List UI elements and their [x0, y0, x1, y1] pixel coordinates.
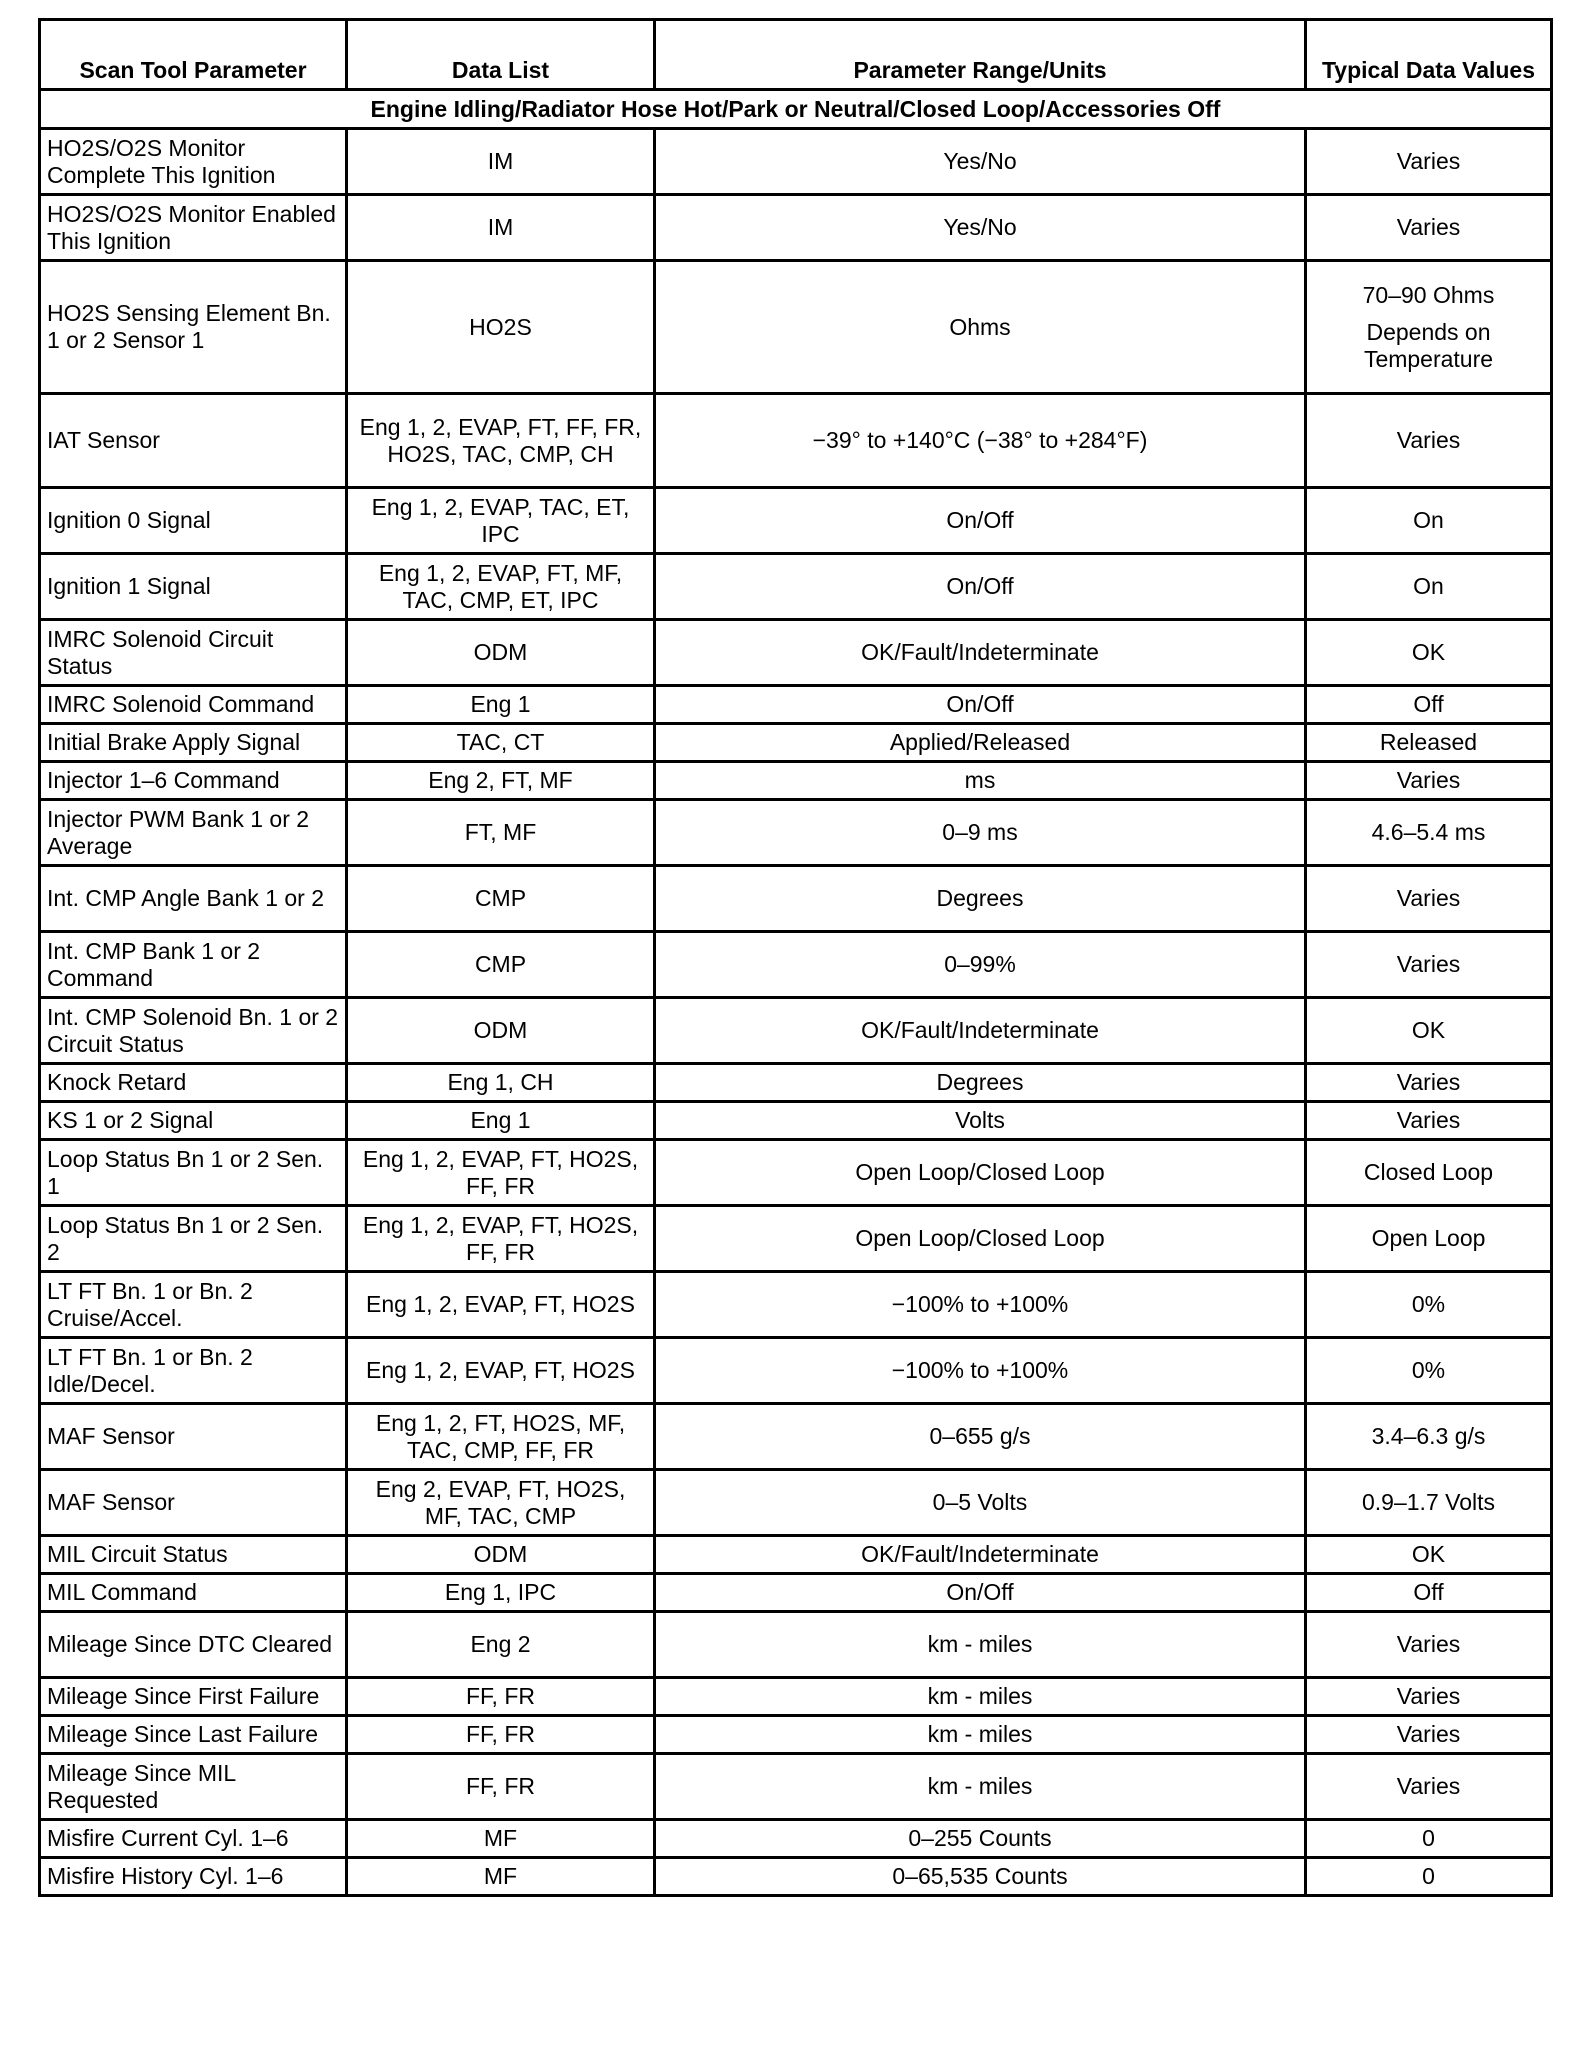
cell-typical-value: [1306, 261, 1552, 394]
table-row: [40, 762, 1552, 800]
cell-typical-value: 0: [1306, 1858, 1552, 1896]
cell-parameter-range: On/Off: [655, 554, 1306, 620]
cell-data-list: HO2S: [347, 261, 655, 394]
condition-text: Engine Idling/Radiator Hose Hot/Park or Neutral/Closed Loop/Accessories Off: [40, 90, 1552, 129]
cell-typical-value: Varies: [1306, 866, 1552, 932]
cell-scan-tool-parameter: Int. CMP Solenoid Bn. 1 or 2 Circuit Status: [40, 998, 347, 1064]
cell-data-list: ODM: [347, 620, 655, 686]
table-row: [40, 554, 1552, 620]
cell-scan-tool-parameter: HO2S/O2S Monitor Complete This Ignition: [40, 129, 347, 195]
cell-scan-tool-parameter: Loop Status Bn 1 or 2 Sen. 2: [40, 1206, 347, 1272]
cell-scan-tool-parameter: Int. CMP Angle Bank 1 or 2: [40, 866, 347, 932]
cell-scan-tool-parameter: Mileage Since DTC Cleared: [40, 1612, 347, 1678]
table-row: [40, 1574, 1552, 1612]
table-row: [40, 488, 1552, 554]
cell-parameter-range: OK/Fault/Indeterminate: [655, 1536, 1306, 1574]
cell-parameter-range: Yes/No: [655, 195, 1306, 261]
table-row: [40, 686, 1552, 724]
table-row: [40, 129, 1552, 195]
cell-data-list: ODM: [347, 998, 655, 1064]
cell-scan-tool-parameter: Misfire Current Cyl. 1–6: [40, 1820, 347, 1858]
cell-data-list: Eng 1, IPC: [347, 1574, 655, 1612]
cell-scan-tool-parameter: IMRC Solenoid Circuit Status: [40, 620, 347, 686]
cell-data-list: IM: [347, 129, 655, 195]
document-page: [38, 18, 1550, 1897]
cell-typical-value: Varies: [1306, 1102, 1552, 1140]
table-row: [40, 1338, 1552, 1404]
header-row: [40, 20, 1552, 90]
cell-data-list: ODM: [347, 1536, 655, 1574]
header-typical-data-values: Typical Data Values: [1306, 20, 1552, 90]
table-row: [40, 998, 1552, 1064]
table-row: [40, 394, 1552, 488]
table-row: [40, 1272, 1552, 1338]
cell-parameter-range: −100% to +100%: [655, 1272, 1306, 1338]
cell-parameter-range: km - miles: [655, 1612, 1306, 1678]
cell-parameter-range: Degrees: [655, 866, 1306, 932]
table-row: [40, 261, 1552, 394]
cell-typical-value: Varies: [1306, 1612, 1552, 1678]
cell-parameter-range: 0–5 Volts: [655, 1470, 1306, 1536]
cell-parameter-range: Open Loop/Closed Loop: [655, 1140, 1306, 1206]
cell-data-list: Eng 1, 2, EVAP, FT, HO2S: [347, 1272, 655, 1338]
cell-parameter-range: km - miles: [655, 1678, 1306, 1716]
cell-typical-value: Varies: [1306, 1754, 1552, 1820]
cell-scan-tool-parameter: MIL Command: [40, 1574, 347, 1612]
cell-data-list: Eng 1, 2, EVAP, FT, FF, FR, HO2S, TAC, CMP, CH: [347, 394, 655, 488]
cell-data-list: MF: [347, 1858, 655, 1896]
cell-scan-tool-parameter: HO2S Sensing Element Bn. 1 or 2 Sensor 1: [40, 261, 347, 394]
cell-scan-tool-parameter: Misfire History Cyl. 1–6: [40, 1858, 347, 1896]
cell-typical-value: Off: [1306, 1574, 1552, 1612]
cell-typical-value: Open Loop: [1306, 1206, 1552, 1272]
cell-data-list: TAC, CT: [347, 724, 655, 762]
cell-scan-tool-parameter: Loop Status Bn 1 or 2 Sen. 1: [40, 1140, 347, 1206]
cell-data-list: Eng 1, 2, EVAP, FT, HO2S, FF, FR: [347, 1140, 655, 1206]
cell-data-list: Eng 1, CH: [347, 1064, 655, 1102]
cell-parameter-range: OK/Fault/Indeterminate: [655, 620, 1306, 686]
table-row: [40, 1470, 1552, 1536]
cell-data-list: Eng 1, 2, EVAP, FT, HO2S, FF, FR: [347, 1206, 655, 1272]
cell-parameter-range: ms: [655, 762, 1306, 800]
cell-parameter-range: 0–9 ms: [655, 800, 1306, 866]
cell-typical-value: OK: [1306, 998, 1552, 1064]
cell-typical-value: 0.9–1.7 Volts: [1306, 1470, 1552, 1536]
cell-scan-tool-parameter: LT FT Bn. 1 or Bn. 2 Idle/Decel.: [40, 1338, 347, 1404]
cell-typical-value: 0%: [1306, 1338, 1552, 1404]
cell-parameter-range: OK/Fault/Indeterminate: [655, 998, 1306, 1064]
cell-scan-tool-parameter: IMRC Solenoid Command: [40, 686, 347, 724]
cell-typical-value: Closed Loop: [1306, 1140, 1552, 1206]
table-row: [40, 1206, 1552, 1272]
cell-scan-tool-parameter: Initial Brake Apply Signal: [40, 724, 347, 762]
cell-parameter-range: −100% to +100%: [655, 1338, 1306, 1404]
cell-parameter-range: 0–65,535 Counts: [655, 1858, 1306, 1896]
cell-data-list: Eng 2: [347, 1612, 655, 1678]
table-row: [40, 1716, 1552, 1754]
table-row: [40, 1858, 1552, 1896]
table-row: [40, 195, 1552, 261]
cell-data-list: Eng 1: [347, 1102, 655, 1140]
table-row: [40, 620, 1552, 686]
table-row: [40, 1754, 1552, 1820]
cell-typical-value: Varies: [1306, 932, 1552, 998]
header-parameter-range-units: Parameter Range/Units: [655, 20, 1306, 90]
cell-scan-tool-parameter: HO2S/O2S Monitor Enabled This Ignition: [40, 195, 347, 261]
cell-scan-tool-parameter: Ignition 0 Signal: [40, 488, 347, 554]
cell-scan-tool-parameter: LT FT Bn. 1 or Bn. 2 Cruise/Accel.: [40, 1272, 347, 1338]
cell-typical-value: 4.6–5.4 ms: [1306, 800, 1552, 866]
cell-parameter-range: On/Off: [655, 686, 1306, 724]
table-row: [40, 1820, 1552, 1858]
cell-scan-tool-parameter: MIL Circuit Status: [40, 1536, 347, 1574]
cell-typical-value: Varies: [1306, 762, 1552, 800]
cell-typical-value: Off: [1306, 686, 1552, 724]
table-row: [40, 1678, 1552, 1716]
cell-parameter-range: On/Off: [655, 488, 1306, 554]
cell-typical-value: 0%: [1306, 1272, 1552, 1338]
cell-data-list: Eng 2, EVAP, FT, HO2S, MF, TAC, CMP: [347, 1470, 655, 1536]
cell-data-list: Eng 2, FT, MF: [347, 762, 655, 800]
cell-parameter-range: On/Off: [655, 1574, 1306, 1612]
cell-data-list: CMP: [347, 932, 655, 998]
cell-scan-tool-parameter: Int. CMP Bank 1 or 2 Command: [40, 932, 347, 998]
cell-parameter-range: Yes/No: [655, 129, 1306, 195]
condition-row: [40, 90, 1552, 129]
cell-typical-value: On: [1306, 554, 1552, 620]
cell-data-list: Eng 1, 2, EVAP, TAC, ET, IPC: [347, 488, 655, 554]
cell-data-list: Eng 1, 2, EVAP, FT, MF, TAC, CMP, ET, IPC: [347, 554, 655, 620]
cell-typical-value: OK: [1306, 1536, 1552, 1574]
cell-data-list: CMP: [347, 866, 655, 932]
table-row: [40, 724, 1552, 762]
cell-data-list: Eng 1: [347, 686, 655, 724]
cell-parameter-range: Degrees: [655, 1064, 1306, 1102]
cell-typical-value: Varies: [1306, 129, 1552, 195]
table-row: [40, 1536, 1552, 1574]
cell-parameter-range: Ohms: [655, 261, 1306, 394]
cell-parameter-range: 0–255 Counts: [655, 1820, 1306, 1858]
cell-typical-value: Varies: [1306, 1678, 1552, 1716]
cell-typical-value: Varies: [1306, 1716, 1552, 1754]
cell-data-list: FF, FR: [347, 1754, 655, 1820]
table-row: [40, 866, 1552, 932]
cell-parameter-range: km - miles: [655, 1716, 1306, 1754]
cell-typical-value: Released: [1306, 724, 1552, 762]
header-scan-tool-parameter: Scan Tool Parameter: [40, 20, 347, 90]
table-row: [40, 1612, 1552, 1678]
table-row: [40, 1064, 1552, 1102]
cell-parameter-range: km - miles: [655, 1754, 1306, 1820]
cell-scan-tool-parameter: MAF Sensor: [40, 1470, 347, 1536]
cell-data-list: MF: [347, 1820, 655, 1858]
cell-scan-tool-parameter: Ignition 1 Signal: [40, 554, 347, 620]
cell-typical-value: On: [1306, 488, 1552, 554]
cell-scan-tool-parameter: Mileage Since Last Failure: [40, 1716, 347, 1754]
cell-scan-tool-parameter: Injector PWM Bank 1 or 2 Average: [40, 800, 347, 866]
table-row: [40, 1404, 1552, 1470]
cell-data-list: FT, MF: [347, 800, 655, 866]
cell-data-list: FF, FR: [347, 1678, 655, 1716]
cell-scan-tool-parameter: MAF Sensor: [40, 1404, 347, 1470]
typical-value-line: 70–90 Ohms: [1362, 281, 1495, 308]
cell-scan-tool-parameter: Mileage Since First Failure: [40, 1678, 347, 1716]
table-row: [40, 932, 1552, 998]
cell-data-list: IM: [347, 195, 655, 261]
cell-typical-value: Varies: [1306, 1064, 1552, 1102]
cell-typical-value: Varies: [1306, 394, 1552, 488]
table-row: [40, 800, 1552, 866]
table-row: [40, 1140, 1552, 1206]
cell-typical-value: OK: [1306, 620, 1552, 686]
cell-scan-tool-parameter: Injector 1–6 Command: [40, 762, 347, 800]
cell-scan-tool-parameter: KS 1 or 2 Signal: [40, 1102, 347, 1140]
cell-data-list: Eng 1, 2, EVAP, FT, HO2S: [347, 1338, 655, 1404]
cell-parameter-range: Applied/Released: [655, 724, 1306, 762]
typical-value-note: Depends on Temperature: [1363, 318, 1494, 372]
cell-parameter-range: −39° to +140°C (−38° to +284°F): [655, 394, 1306, 488]
cell-typical-value: 3.4–6.3 g/s: [1306, 1404, 1552, 1470]
cell-typical-value: Varies: [1306, 195, 1552, 261]
scan-tool-data-table: [38, 18, 1553, 1897]
cell-scan-tool-parameter: IAT Sensor: [40, 394, 347, 488]
cell-data-list: FF, FR: [347, 1716, 655, 1754]
cell-data-list: Eng 1, 2, FT, HO2S, MF, TAC, CMP, FF, FR: [347, 1404, 655, 1470]
cell-typical-value: 0: [1306, 1820, 1552, 1858]
cell-parameter-range: Open Loop/Closed Loop: [655, 1206, 1306, 1272]
cell-scan-tool-parameter: Mileage Since MIL Requested: [40, 1754, 347, 1820]
table-row: [40, 1102, 1552, 1140]
cell-scan-tool-parameter: Knock Retard: [40, 1064, 347, 1102]
cell-parameter-range: 0–99%: [655, 932, 1306, 998]
cell-parameter-range: Volts: [655, 1102, 1306, 1140]
header-data-list: Data List: [347, 20, 655, 90]
cell-parameter-range: 0–655 g/s: [655, 1404, 1306, 1470]
